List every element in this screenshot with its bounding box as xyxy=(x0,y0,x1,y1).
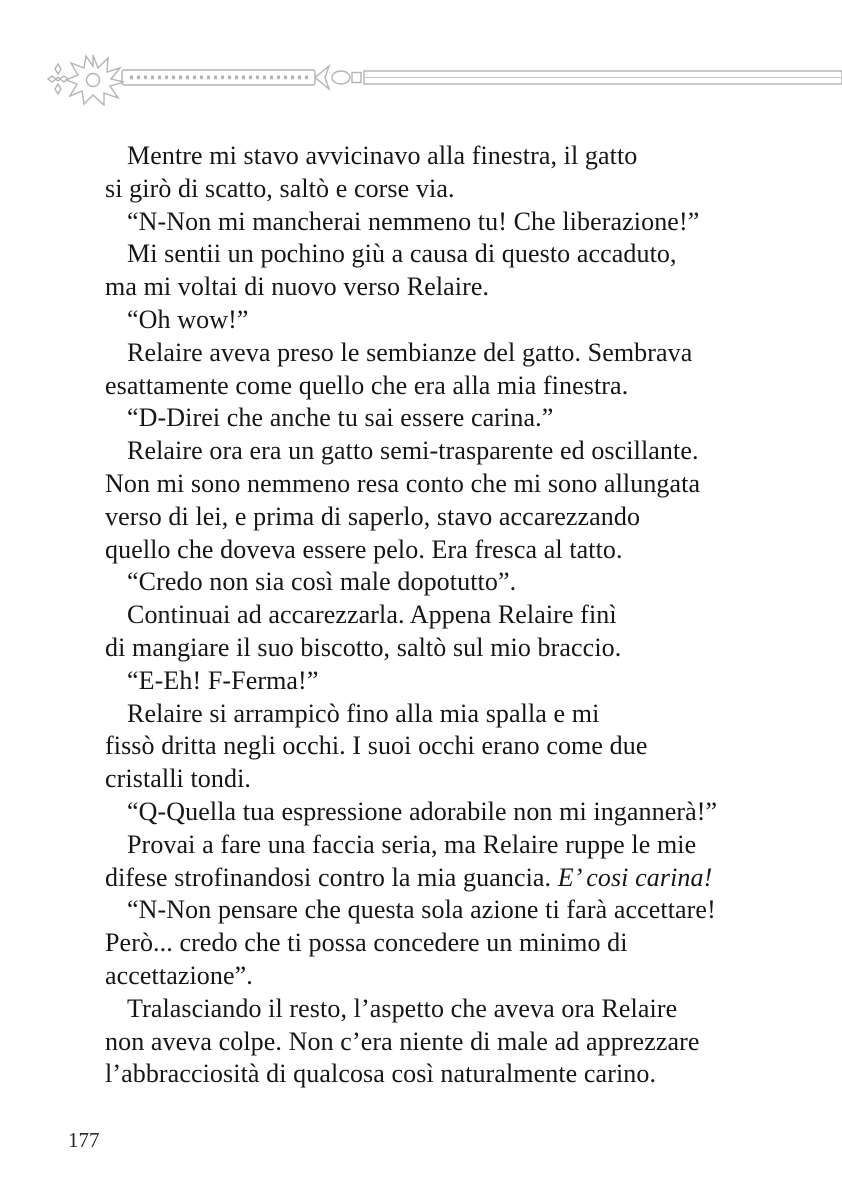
text-segment: Mentre mi stavo avvicinavo alla finestra, il gatto xyxy=(127,141,638,170)
text-line xyxy=(105,370,757,403)
text-segment: “D-Direi che anche tu sai essere carina.” xyxy=(127,403,554,433)
text-line xyxy=(105,927,757,960)
text-segment: esattamente come quello che era alla mia finestra. xyxy=(105,370,629,400)
text-segment: Relaire ora era un gatto semi-trasparente ed oscillante. xyxy=(127,436,699,466)
text-line xyxy=(105,698,757,731)
double-rule-line xyxy=(364,71,842,84)
text-segment: “N-Non pensare che questa sola azione ti farà accettare! xyxy=(127,895,716,925)
text-segment: Relaire aveva preso le sembianze del gatto. Sembrava xyxy=(127,337,693,367)
text-segment: verso di lei, e prima di saperlo, stavo accarezzando xyxy=(105,501,641,531)
text-line xyxy=(105,829,757,862)
text-segment: “Credo non sia così male dopotutto”. xyxy=(127,567,517,597)
text-line xyxy=(105,894,757,927)
text-segment: Provai a fare una faccia seria, ma Relaire ruppe le mie xyxy=(127,829,697,859)
text-segment: cristalli tondi. xyxy=(105,764,252,794)
text-line xyxy=(105,435,757,468)
text-line xyxy=(105,1026,757,1059)
text-segment: Continuai ad accarezzarla. Appena Relaire finì xyxy=(127,600,617,630)
text-segment: di mangiare il suo biscotto, saltò sul mio braccio. xyxy=(105,632,622,662)
text-line xyxy=(105,796,757,829)
text-segment: Non mi sono nemmeno resa conto che mi sono allungata xyxy=(105,468,701,498)
text-line xyxy=(105,173,757,206)
cross-ornament-icon xyxy=(48,64,68,94)
text-line xyxy=(105,501,757,534)
text-segment: Però... credo che ti possa concedere un minimo di xyxy=(105,928,628,958)
flower-ornament-icon xyxy=(66,55,124,105)
text-segment: “N-Non mi mancherai nemmeno tu! Che liberazione!” xyxy=(127,206,700,236)
body-text xyxy=(105,140,757,1091)
text-segment: Tralasciando il resto, l’aspetto che aveva ora Relaire xyxy=(127,993,678,1023)
page-number: 177 xyxy=(68,1128,100,1152)
text-line xyxy=(105,206,757,239)
text-line xyxy=(105,1058,757,1091)
text-segment-italic: E’ cosi carina! xyxy=(557,862,713,892)
text-line xyxy=(105,599,757,632)
text-segment: Relaire si arrampicò fino alla mia spalla e mi xyxy=(127,698,600,728)
text-line xyxy=(105,993,757,1026)
text-segment: l’abbracciosità di qualcosa così naturalmente carino. xyxy=(105,1059,657,1089)
text-segment: “E-Eh! F-Ferma!” xyxy=(127,665,319,695)
text-segment: Mi sentii un pochino giù a causa di questo accaduto, xyxy=(127,239,677,269)
text-line xyxy=(105,862,757,895)
text-segment: si girò di scatto, saltò e corse via. xyxy=(105,173,455,203)
text-line xyxy=(105,238,757,271)
text-line xyxy=(105,402,757,435)
text-segment: ma mi voltai di nuovo verso Relaire. xyxy=(105,272,490,302)
text-line xyxy=(105,566,757,599)
text-line xyxy=(105,271,757,304)
text-line xyxy=(105,304,757,337)
text-line xyxy=(105,763,757,796)
text-line xyxy=(105,534,757,567)
header-flourish-divider xyxy=(46,54,842,106)
dotted-ribbon-icon xyxy=(122,70,315,85)
text-line xyxy=(105,337,757,370)
text-segment: difese strofinandosi contro la mia guancia. xyxy=(105,862,558,892)
text-line xyxy=(105,665,757,698)
text-segment: non aveva colpe. Non c’era niente di male ad apprezzare xyxy=(105,1026,700,1056)
text-line xyxy=(105,730,757,763)
text-line xyxy=(105,468,757,501)
text-line xyxy=(105,960,757,993)
text-line xyxy=(105,632,757,665)
text-segment: quello che doveva essere pelo. Era fresca al tatto. xyxy=(105,534,623,564)
text-segment: “Oh wow!” xyxy=(127,304,249,334)
text-line xyxy=(105,140,757,173)
arrow-finial-icon xyxy=(315,66,361,89)
text-segment: fissò dritta negli occhi. I suoi occhi erano come due xyxy=(105,731,648,761)
text-segment: “Q-Quella tua espressione adorabile non mi ingannerà!” xyxy=(127,796,718,826)
text-segment: accettazione”. xyxy=(105,960,253,990)
